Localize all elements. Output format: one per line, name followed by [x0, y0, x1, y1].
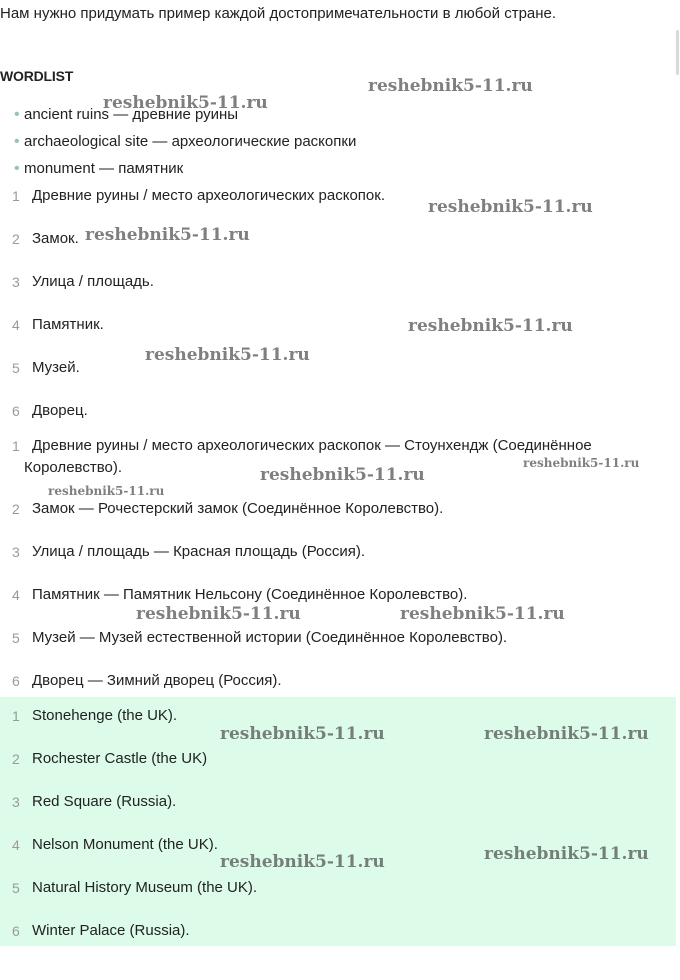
watermark: reshebnik5-11.ru: [260, 465, 425, 485]
watermark: reshebnik5-11.ru: [48, 484, 165, 498]
item-text: Улица / площадь — Красная площадь (Россия).: [32, 543, 366, 560]
item-number: 1: [12, 708, 20, 724]
item-text: Winter Palace (Russia).: [32, 922, 190, 939]
item-text: Древние руины / место археологических раскопок — Стоунхендж (Соединённое Королевство).: [24, 437, 592, 476]
wordlist-title: WORDLIST: [0, 68, 74, 84]
scrollbar-thumb[interactable]: [676, 30, 679, 75]
item-text: Дворец — Зимний дворец (Россия).: [32, 672, 282, 689]
watermark: reshebnik5-11.ru: [523, 456, 640, 470]
item-number: 1: [12, 438, 20, 454]
item-number: 6: [12, 923, 20, 939]
bullet-icon: •: [14, 133, 20, 150]
list-item: [0, 584, 670, 606]
item-text: Stonehenge (the UK).: [32, 707, 178, 724]
watermark: reshebnik5-11.ru: [103, 93, 268, 113]
answer-item: [0, 920, 670, 942]
answer-item: [0, 748, 670, 770]
watermark: reshebnik5-11.ru: [408, 316, 573, 336]
intro-text: Нам нужно придумать пример каждой достопримечательности в любой стране.: [0, 5, 557, 22]
watermark: reshebnik5-11.ru: [136, 604, 301, 624]
watermark: reshebnik5-11.ru: [368, 76, 533, 96]
item-number: 3: [12, 794, 20, 810]
item-number: 6: [12, 673, 20, 689]
item-number: 5: [12, 630, 20, 646]
item-number: 5: [12, 360, 20, 376]
list-item: [0, 271, 670, 293]
list-item: [0, 670, 670, 692]
list-item: [0, 400, 670, 422]
list-item: [0, 541, 670, 563]
item-text: Улица / площадь.: [32, 273, 154, 290]
answer-item: [0, 877, 670, 899]
item-text: Nelson Monument (the UK).: [32, 836, 218, 853]
watermark: reshebnik5-11.ru: [220, 852, 385, 872]
item-text: Музей.: [32, 359, 80, 376]
bullet-icon: •: [14, 160, 20, 177]
item-text: Музей — Музей естественной истории (Соединённое Королевство).: [32, 629, 508, 646]
item-text: Памятник.: [32, 316, 104, 333]
item-number: 2: [12, 231, 20, 247]
item-text: Замок.: [32, 230, 79, 247]
item-text: Rochester Castle (the UK): [32, 750, 208, 767]
item-number: 6: [12, 403, 20, 419]
item-number: 2: [12, 501, 20, 517]
item-text: Древние руины / место археологических раскопок.: [32, 187, 386, 204]
watermark: reshebnik5-11.ru: [85, 225, 250, 245]
item-number: 4: [12, 317, 20, 333]
list-item: [0, 627, 670, 649]
answer-item: [0, 791, 670, 813]
wordlist-item-text: ancient ruins — древние руины: [24, 106, 239, 123]
bullet-icon: •: [14, 106, 20, 123]
item-text: Red Square (Russia).: [32, 793, 177, 810]
watermark: reshebnik5-11.ru: [484, 844, 649, 864]
watermark: reshebnik5-11.ru: [428, 197, 593, 217]
item-number: 4: [12, 587, 20, 603]
item-number: 2: [12, 751, 20, 767]
item-number: 5: [12, 880, 20, 896]
item-text: Памятник — Памятник Нельсону (Соединённое Королевство).: [32, 586, 468, 603]
watermark: reshebnik5-11.ru: [145, 345, 310, 365]
item-text: Замок — Рочестерский замок (Соединённое Королевство).: [32, 500, 444, 517]
wordlist-item-text: archaeological site — археологические раскопки: [24, 133, 357, 150]
item-number: 4: [12, 837, 20, 853]
watermark: reshebnik5-11.ru: [400, 604, 565, 624]
list-item: [0, 357, 670, 379]
watermark: reshebnik5-11.ru: [220, 724, 385, 744]
item-text: Natural History Museum (the UK).: [32, 879, 258, 896]
item-text: Дворец.: [32, 402, 88, 419]
item-number: 3: [12, 544, 20, 560]
watermark: reshebnik5-11.ru: [484, 724, 649, 744]
item-number: 3: [12, 274, 20, 290]
item-number: 1: [12, 188, 20, 204]
wordlist-item-text: monument — памятник: [24, 160, 184, 177]
list-item: [0, 498, 670, 520]
